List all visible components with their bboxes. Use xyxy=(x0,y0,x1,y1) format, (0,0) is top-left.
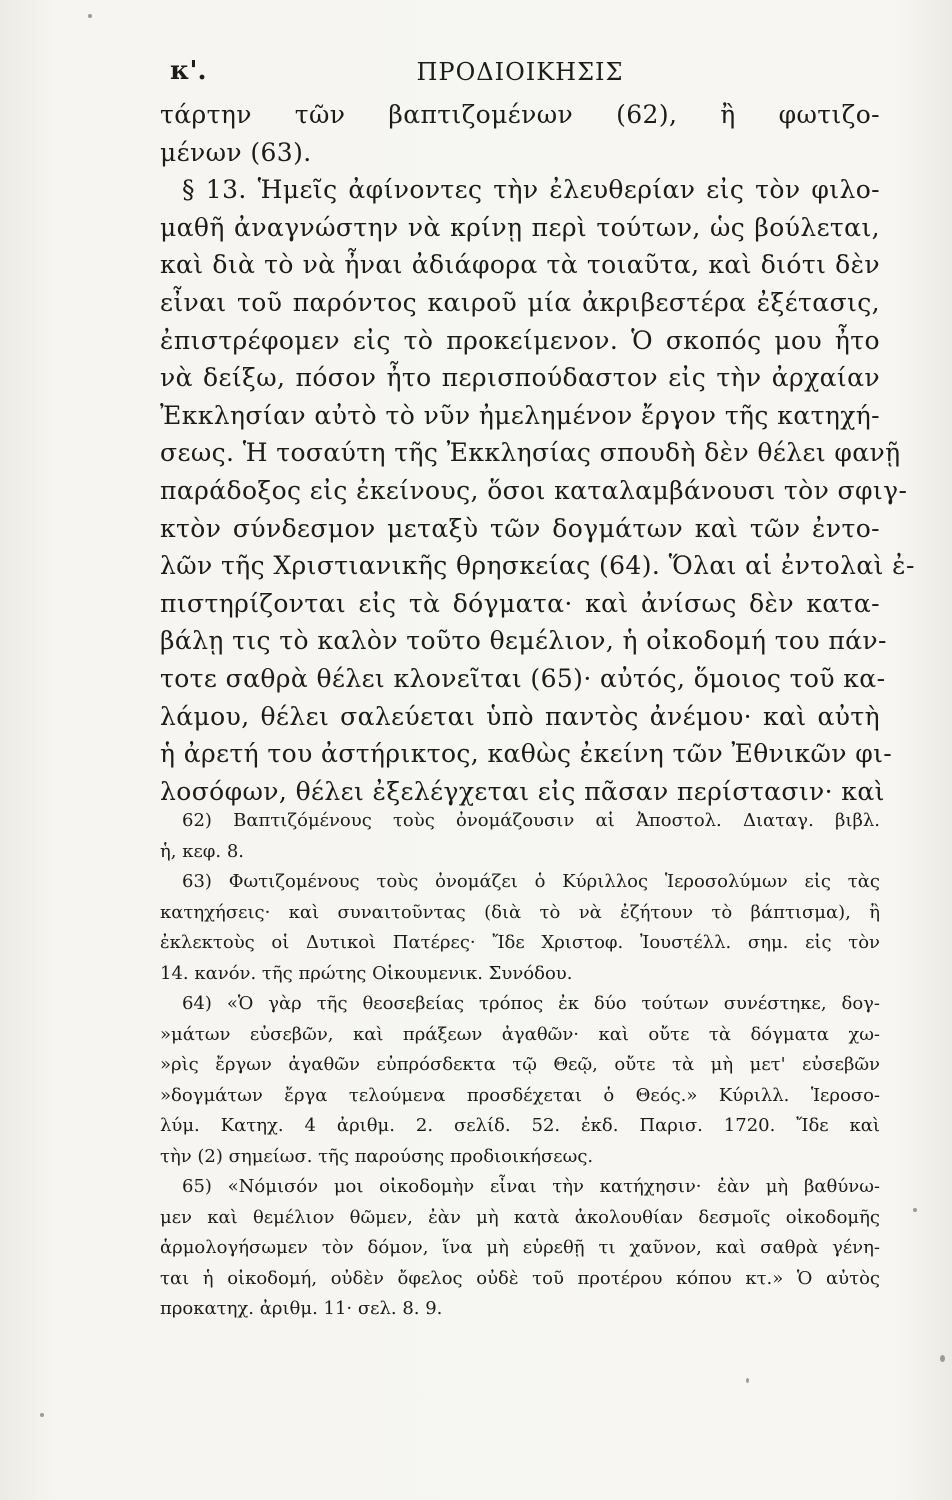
text-line: σεως. Ἡ τοσαύτη τῆς Ἐκκλησίας σπουδὴ δὲν θέλει φανῇ xyxy=(160,438,901,468)
footnote-line: »μάτων εὐσεβῶν, καὶ πράξεων ἀγαθῶν· καὶ οὔτε τὰ δόγματα χω- xyxy=(160,1023,880,1045)
footnote-line: τὴν (2) σημείωσ. τῆς παρούσης προδιοικήσεως. xyxy=(160,1145,594,1167)
text-line: καὶ διὰ τὸ νὰ ἦναι ἀδιάφορα τὰ τοιαῦτα, καὶ διότι δὲν xyxy=(160,250,880,280)
text-line: τάρτην τῶν βαπτιζομένων (62), ἢ φωτιζο- xyxy=(160,100,880,129)
paper-speck xyxy=(940,1355,945,1362)
main-text xyxy=(160,96,915,810)
paper-speck xyxy=(913,1208,917,1212)
footnotes xyxy=(160,806,880,1325)
text-line: Ἐκκλησίαν αὐτὸ τὸ νῦν ἠμελημένον ἔργον τῆς κατηχή- xyxy=(160,400,880,430)
text-line: ἡ ἀρετή του ἀστήρικτος, καθὼς ἐκείνη τῶν Ἐθνικῶν φι- xyxy=(160,739,893,769)
footnote-line: ἡ, κεφ. 8. xyxy=(160,840,245,862)
text-line: λῶν τῆς Χριστιανικῆς θρησκείας (64). Ὅλαι αἱ ἐντολαὶ ἐ- xyxy=(160,551,915,581)
footnote-line: ται ἡ οἰκοδομή, οὐδὲν ὄφελος οὐδὲ τοῦ προτέρου κόπου κτ.» Ὁ αὐτὸς xyxy=(160,1267,880,1289)
footnote-line: 65) «Νόμισόν μοι οἰκοδομὴν εἶναι τὴν κατήχησιν· ἐὰν μὴ βαθύνω- xyxy=(182,1176,880,1197)
footnote-line: 14. κανόν. τῆς πρώτης Οἰκουμενικ. Συνόδου. xyxy=(160,962,573,984)
footnote-line: προκατηχ. ἀριθμ. 11· σελ. 8. 9. xyxy=(160,1298,443,1319)
footnote-line: »ρὶς ἔργων ἀγαθῶν εὐπρόσδεκτα τῷ Θεῷ, οὔτε τὰ μὴ μετ' εὐσεβῶν xyxy=(160,1054,880,1075)
text-line: νὰ δείξω, πόσον ἦτο περισπούδαστον εἰς τὴν ἀρχαίαν xyxy=(160,363,880,393)
text-line: λοσόφων, θέλει ἐξελέγχεται εἰς πᾶσαν περίστασιν· καὶ xyxy=(160,776,885,806)
text-line: πιστηρίζονται εἰς τὰ δόγματα· καὶ ἀνίσως δὲν κατα- xyxy=(160,588,880,618)
text-line: κτὸν σύνδεσμον μεταξὺ τῶν δογμάτων καὶ τῶν ἐντο- xyxy=(160,513,880,543)
text-line: μαθῆ ἀναγνώστην νὰ κρίνῃ περὶ τούτων, ὡς βούλεται, xyxy=(160,212,880,242)
page-header xyxy=(160,56,880,90)
text-line: βάλῃ τις τὸ καλὸν τοῦτο θεμέλιον, ἡ οἰκοδομή του πάν- xyxy=(160,626,887,656)
footnote-line: 63) Φωτιζομένους τοὺς ὀνομάζει ὁ Κύριλλος Ἱεροσολύμων εἰς τὰς xyxy=(182,871,880,892)
text-line: εἶναι τοῦ παρόντος καιροῦ μία ἀκριβεστέρα ἐξέτασις, xyxy=(160,287,880,317)
text-line: § 13. Ἡμεῖς ἀφίνοντες τὴν ἐλευθερίαν εἰς τὸν φιλο- xyxy=(182,175,880,205)
text-line: τοτε σαθρὰ θέλει κλονεῖται (65)· αὐτός, ὅμοιος τοῦ κα- xyxy=(160,663,886,693)
text-line: μένων (63). xyxy=(160,137,312,167)
page-number: κ'. xyxy=(170,56,207,86)
paper-speck xyxy=(88,14,92,18)
footnote-line: ἁρμολογήσωμεν τὸν δόμον, ἵνα μὴ εὑρεθῇ τι χαῦνον, καὶ σαθρὰ γένη- xyxy=(160,1237,880,1258)
text-line: παράδοξος εἰς ἐκείνους, ὅσοι καταλαμβάνουσι τὸν σφιγ- xyxy=(160,475,908,505)
footnote-line: κατηχήσεις· καὶ συναιτοῦντας (διὰ τὸ νὰ ἐζήτουν τὸ βάπτισμα), ἢ xyxy=(160,901,880,923)
paper-speck xyxy=(746,1378,749,1383)
footnote-line: 64) «Ὁ γὰρ τῆς θεοσεβείας τρόπος ἐκ δύο τούτων συνέστηκε, δογ- xyxy=(182,993,880,1014)
footnote-line: »δογμάτων ἔργα τελούμενα προσδέχεται ὁ Θεός.» Κύριλλ. Ἱεροσο- xyxy=(160,1084,880,1106)
footnote-line: ἐκλεκτοὺς οἱ Δυτικοὶ Πατέρες· Ἴδε Χριστοφ. Ἰουστέλλ. σημ. εἰς τὸν xyxy=(160,932,880,953)
footnote-line: λύμ. Κατηχ. 4 ἀριθμ. 2. σελίδ. 52. ἐκδ. Παρισ. 1720. Ἴδε καὶ xyxy=(160,1115,880,1136)
paper-speck xyxy=(40,1413,44,1417)
text-line: λάμου, θέλει σαλεύεται ὑπὸ παντὸς ἀνέμου· καὶ αὐτὴ xyxy=(160,701,880,731)
text-line: ἐπιστρέφομεν εἰς τὸ προκείμενον. Ὁ σκοπός μου ἦτο xyxy=(160,325,880,355)
footnote-line: 62) Βαπτιζόμένους τοὺς ὀνομάζουσιν αἱ Ἀποστολ. Διαταγ. βιβλ. xyxy=(182,810,880,831)
footnote-line: μεν καὶ θεμέλιον θῶμεν, ἐὰν μὴ κατὰ ἀκολουθίαν δεσμοῖς οἰκοδομῆς xyxy=(160,1206,880,1228)
running-title: ΠΡΟΔΙΟΙΚΗΣΙΣ xyxy=(416,58,624,86)
